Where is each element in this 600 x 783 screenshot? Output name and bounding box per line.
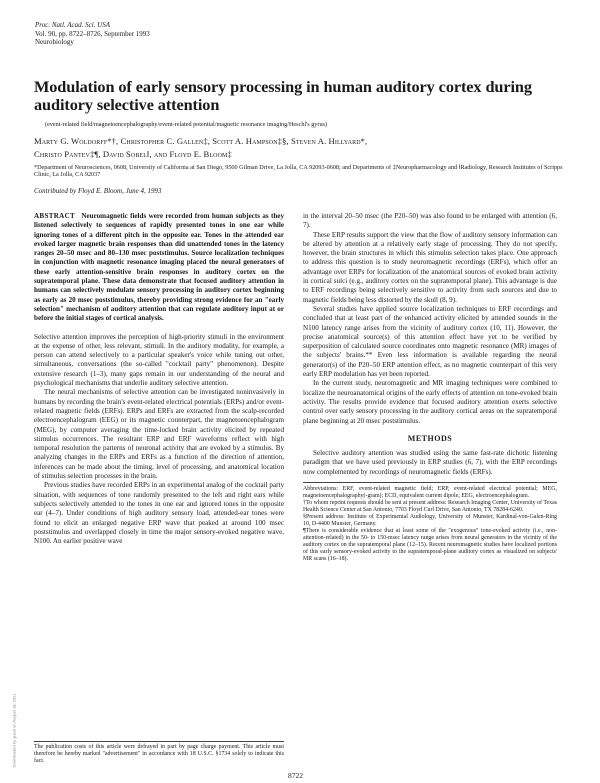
body-paragraph: in the interval 20–50 msec (the P20–50) was also found to be enlarged with attention (6, 7). [303,212,557,230]
journal-title: Proc. Natl. Acad. Sci. USA [35,21,111,29]
contributed-by: Contributed by Floyd E. Bloom, June 4, 1993 [34,187,162,195]
footnote: §Present address: Institute of Experimental Audiology, University of Munster, Kardinal-von-Galen-Ring 10, D-4400 Munster, Germany. [303,514,557,528]
footnote-divider [34,741,284,742]
methods-heading: METHODS [407,433,453,443]
page-number: 8722 [288,771,303,780]
abstract [34,212,284,324]
journal-section: Neurobiology [35,38,74,47]
body-paragraph: In the current study, neuromagnetic and MR imaging techniques were combined to localize the neuroanatomical origins of the early effects of attention on tone-evoked brain activity. The results provide evidence that focused auditory attention exerts selective control over early sensory processing in the auditory cortical areas on the supratemporal plane beginning at 20 msec poststimulus. [303,379,557,425]
side-watermark [9,560,15,775]
abstract-text: Neuromagnetic fields were recorded from human subjects as they listened selectively to sequences of rapidly presented tones in one ear while ignoring tones of a different pitch in the opposite ear. Tones in the attended ear evoked larger magnetic brain responses than did unattended tones in the latency ranges 20–50 msec and 80–130 msec poststimulus. Source localization techniques in conjunction with magnetic resonance imaging placed the neural generators of these early attention-sensitive brain responses in auditory cortex on the supratemporal plane. These data demonstrate that focused auditory attention in humans can selectively modulate sensory processing in auditory cortex beginning as early as 20 msec poststimulus, thereby providing strong evidence for an "early selection" mechanism of auditory attention that can regulate auditory input at or before the initial stages of cortical analysis. [34,212,284,323]
footnote: †To whom reprint requests should be sent at present address: Research Imaging Center, University of Texas Health Science Center at San Antonio, 7703 Floyd Curl Drive, San Antonio, TX 78284-6240. [303,500,557,514]
journal-header [35,21,150,47]
author-line-1: Marty G. Woldorff*†, Christopher C. Gallen‡, Scott A. Hampson‡§, Steven A. Hillyard*, [34,136,368,146]
footnote: Abbreviations: ERF, event-related magnetic field; ERP, event-related electrical potential; MEG, magnetoencephalography(-gram); ECD, equivalent current dipole; EEG, electroencephalogram. [303,486,557,500]
publication-cost-footnote: The publication costs of this article were defrayed in part by page charge payment. This article must therefore be hereby marked "advertisement" in accordance with 18 U.S.C. §1734 solely to indicate this fact. [34,744,284,764]
article-keywords: (event-related field/magnetoencephalography/event-related potential/magnetic resonance imaging/Heschl's gyrus) [45,121,328,128]
left-column [34,212,284,546]
abstract-label: ABSTRACT [34,212,76,220]
body-paragraph: Several studies have applied source localization techniques to ERF recordings and concluded that at least part of the enhanced activity elicited by attended sounds in the N100 latency range arises from the vicinity of auditory cortex (10, 11). However, the precise anatomical source(s) of this attention effect have yet to be verified by superposition of calculated source coordinates onto magnetic resonance (MR) images of the subjects' brains.** Even less information is available regarding the neural generator(s) of the P20–50 ERP attention effect, as no magnetic counterpart of this very early ERP modulation has yet been reported. [303,304,557,379]
right-column [303,212,557,564]
side-watermark-text: Downloaded by guest on August 18, 2021 [11,693,17,768]
article-title: Modulation of early sensory processing in human auditory cortex during auditory selective attention [34,77,532,114]
body-paragraph: These ERP results support the view that the flow of auditory sensory information can be altered by attention at a relatively early stage of processing. They do not specify, however, the brain structures in which this stimulus selection takes place. One approach to address this question is to study neuromagnetic recordings (ERFs), which offer an advantage over ERPs for localization of the anatomical sources of evoked brain activity in cortical sulci (e.g., auditory cortex on the supratemporal plane). This advantage is due to ERF recordings being selectively sensitive to activity from such sources and due to magnetic fields being less distorted by the skull (8, 9). [303,230,557,304]
author-list [34,135,564,160]
footnote-divider [303,482,557,483]
body-paragraph: The neural mechanisms of selective attention can be investigated noninvasively in humans by recording the brain's event-related electrical potentials (ERPs) and/or event-related magnetic fields (ERFs). ERPs and ERFs are extracted from the scalp-recorded electroencephalogram (EEG) or its magnetic counterpart, the magnetoencephalogram (MEG), by computer averaging the time-locked brain activity elicited by repeated stimulus occurrences. The resultant ERP and ERF waveforms reflect with high temporal resolution the patterns of neuronal activity that are evoked by a stimulus. By analyzing changes in the ERPs and ERFs as a function of the direction of attention, inferences can be made about the timing, level of processing, and anatomical location of stimulus selection processes in the brain. [34,388,284,481]
methods-paragraph: Selective auditory attention was studied using the same fast-rate dichotic listening paradigm that we have used previously in ERP studies (6, 7), with the ERP recordings now complemented by recordings of neuromagnetic fields (ERFs). [303,449,557,476]
body-paragraph: Previous studies have recorded ERPs in an experimental analog of the cocktail party situation, with sequences of tone randomly presented to the left and right ears while subjects selectively attended to the tones in one ear and ignored tones in the opposite ear (4–7). Under conditions of high auditory sensory load, attended-ear tones were found to elicit an enlarged negative ERP wave that peaked at around 100 msec poststimulus and overlapped closely in time the major sensory-evoked negative wave, N100. An earlier positive wave [34,481,284,546]
body-paragraph: Selective attention improves the perception of high-priority stimuli in the environment at the expense of other, less relevant, stimuli. In the auditory modality, for example, a person can attend selectively to a particular speaker's voice while tuning out other, simultaneous, conversations (the so-called "cocktail party" phenomenon). Despite extensive research (1–3), many gaps remain in our understanding of the neural and psychological mechanisms that underlie auditory selective attention. [34,332,284,388]
affiliations: *Department of Neurosciences, 0608, University of California at San Diego, 9500 Gilman Drive, La Jolla, CA 92093-0608; and Departments of ‡Neuropharmacology and ‖Radiology, Research Institutes of Scripps Clinic, La Jolla, CA 92037 [34,164,563,179]
footnote: ¶There is considerable evidence that at least some of the "exogenous" tone-evoked activity (i.e., non-attention-related) in the 50- to 150-msec latency range arises from neural generators in the vicinity of the auditory cortex on the supratemporal plane (12–15). Recent neuromagnetic studies have localized portions of this early sensory-evoked activity to the supratemporal-plane auditory cortex as visualized on subjects' MR scans (16–18). [303,528,557,563]
author-line-2: Christo Pantev‡¶, David Sobel‖, and Floyd E. Bloom‡ [34,148,232,159]
journal-citation: Vol. 90, pp. 8722–8726, September 1993 [35,29,150,38]
